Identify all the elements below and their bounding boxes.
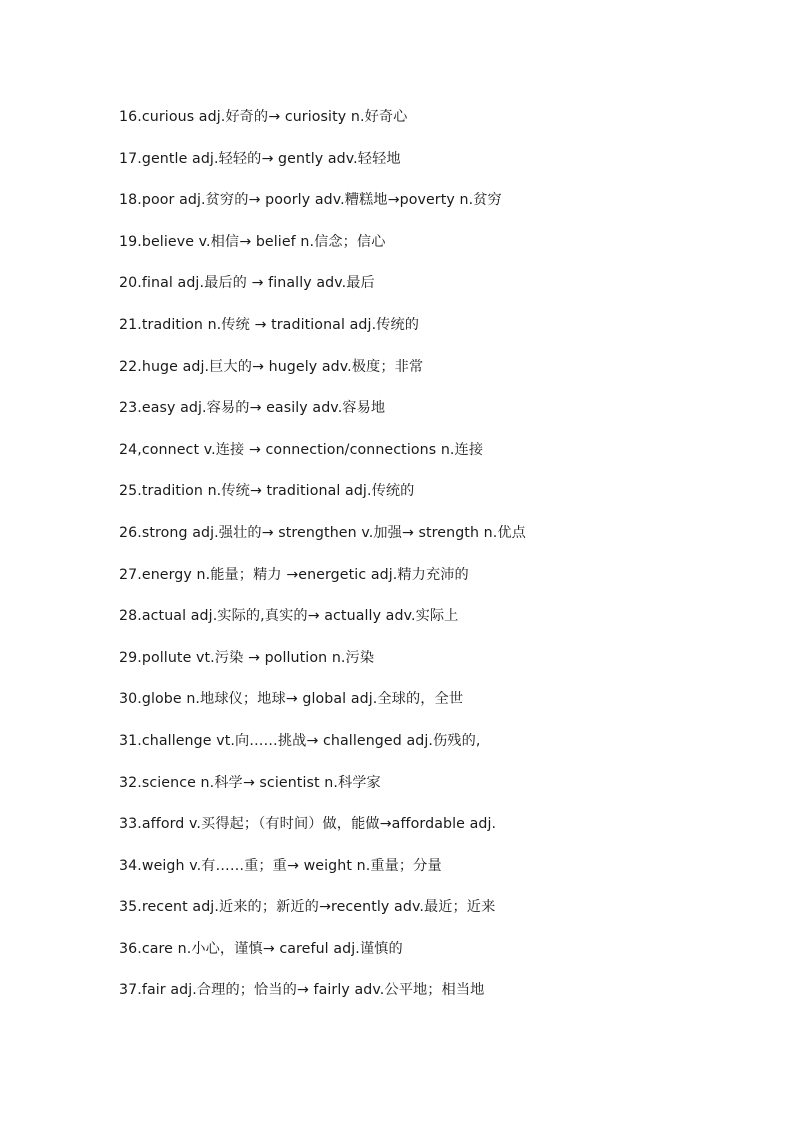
list-item: 34.weigh v.有……重；重→ weight n.重量；分量 <box>119 857 442 874</box>
list-item: 36.care n.小心，谨慎→ careful adj.谨慎的 <box>119 940 403 957</box>
list-item: 31.challenge vt.向……挑战→ challenged adj.伤残的, <box>119 732 481 749</box>
list-item: 21.tradition n.传统 → traditional adj.传统的 <box>119 316 420 333</box>
list-item: 27.energy n.能量；精力 →energetic adj.精力充沛的 <box>119 566 469 583</box>
list-item: 35.recent adj.近来的；新近的→recently adv.最近；近来 <box>119 899 496 916</box>
list-item: 24,connect v.连接 → connection/connections n.连接 <box>119 441 484 458</box>
list-item: 33.afford v.买得起；（有时间）做，能做→affordable adj. <box>119 816 497 833</box>
list-item: 16.curious adj.好奇的→ curiosity n.好奇心 <box>119 109 408 125</box>
list-item: 28.actual adj.实际的,真实的→ actually adv.实际上 <box>119 608 459 625</box>
list-item: 25.tradition n.传统→ traditional adj.传统的 <box>119 483 415 500</box>
list-item: 19.believe v.相信→ belief n.信念；信心 <box>119 233 386 250</box>
list-item: 29.pollute vt.污染 → pollution n.污染 <box>119 649 375 666</box>
list-item: 26.strong adj.强壮的→ strengthen v.加强→ strength n.优点 <box>119 524 526 541</box>
list-item: 17.gentle adj.轻轻的→ gently adv.轻轻地 <box>119 150 401 167</box>
list-item: 22.huge adj.巨大的→ hugely adv.极度；非常 <box>119 358 424 375</box>
list-item: 23.easy adj.容易的→ easily adv.容易地 <box>119 400 386 417</box>
list-item: 37.fair adj.合理的；恰当的→ fairly adv.公平地；相当地 <box>119 982 485 999</box>
vocabulary-list <box>119 106 759 1021</box>
list-item: 32.science n.科学→ scientist n.科学家 <box>119 774 381 791</box>
list-item: 18.poor adj.贫穷的→ poorly adv.糟糕地→poverty n.贫穷 <box>119 192 502 209</box>
list-item: 30.globe n.地球仪；地球→ global adj.全球的，全世 <box>119 691 464 708</box>
list-item: 20.final adj.最后的 → finally adv.最后 <box>119 275 375 292</box>
